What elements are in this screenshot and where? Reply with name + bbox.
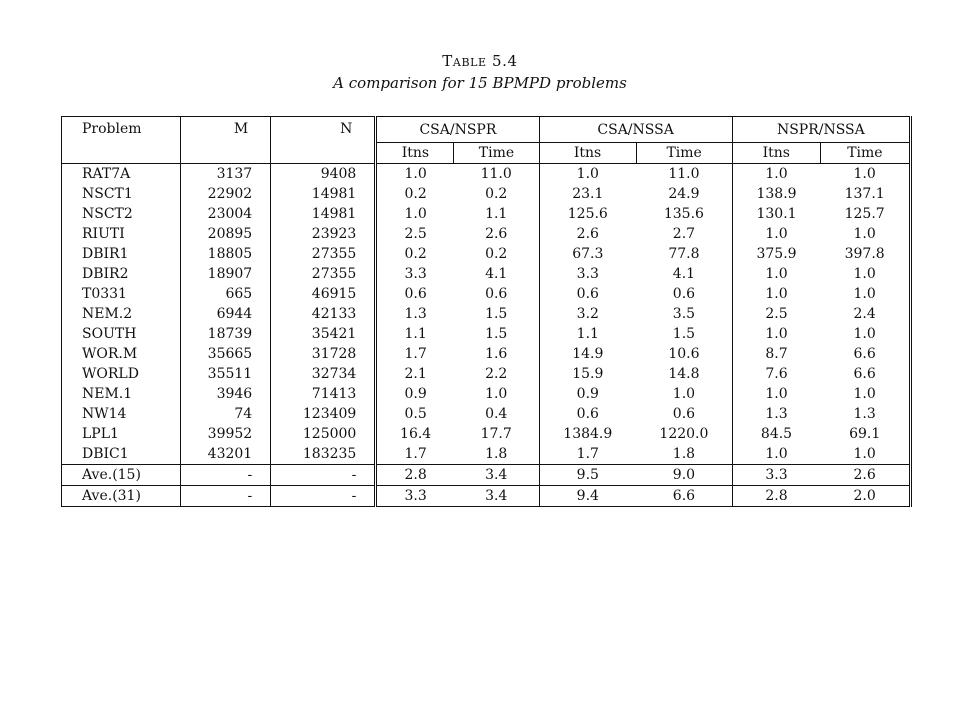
value-cell: 2.0 [820,486,910,507]
value-cell: 0.2 [485,186,508,202]
value-cell: 18805 [181,244,271,264]
value-cell: - [271,465,376,486]
table-row [62,264,911,284]
value-cell: 0.2 [376,184,454,204]
value-cell: 3.3 [732,465,820,486]
value-cell: 1220.0 [659,426,709,442]
value-cell: 1.0 [853,286,876,302]
value-cell: 67.3 [539,244,636,264]
value-cell: 1.0 [732,444,820,465]
header-group-csa-nssa: CSA/NSSA [539,117,732,143]
value-cell: 0.4 [485,406,508,422]
value-cell: 1.0 [820,164,910,185]
value-cell: 1.0 [732,324,820,344]
value-cell: 3.3 [376,264,454,284]
value-cell: 35665 [181,344,271,364]
value-cell: 9.5 [539,465,636,486]
value-cell: 23923 [271,224,376,244]
value-cell: 77.8 [668,246,700,262]
value-cell: 1.5 [485,306,508,322]
table-row [62,444,911,465]
value-cell: 15.9 [539,364,636,384]
value-cell: 9.0 [636,465,732,486]
problem-name-cell: T0331 [62,284,181,304]
value-cell: 1.0 [732,264,820,284]
problem-name-cell: RIUTI [62,224,181,244]
value-cell: 1.1 [485,206,508,222]
problem-name-cell: NW14 [62,404,181,424]
value-cell: 0.6 [672,406,696,422]
value-cell: 11.0 [636,164,732,185]
value-cell: 18739 [181,324,271,344]
value-cell: 1.0 [853,326,876,342]
value-cell: 9.4 [539,486,636,507]
value-cell: 0.6 [672,286,696,302]
value-cell: 22902 [181,184,271,204]
table-row [62,204,911,224]
value-cell: 2.5 [376,224,454,244]
value-cell: 1.0 [853,386,876,402]
header-problem: Problem [62,117,181,164]
value-cell: 1.0 [732,224,820,244]
problem-name-cell: DBIC1 [62,444,181,465]
value-cell: 16.4 [376,424,454,444]
value-cell: 1.6 [485,346,508,362]
value-cell: 1384.9 [539,424,636,444]
value-cell: 2.8 [732,486,820,507]
value-cell: 1.8 [485,446,508,462]
value-cell: 43201 [181,444,271,465]
problem-name-cell: DBIR2 [62,264,181,284]
value-cell: 4.1 [672,266,696,282]
header-m: M [181,117,271,164]
table-row [62,284,911,304]
value-cell: 2.6 [820,465,910,486]
subheader-itns: Itns [376,143,454,164]
value-cell: 74 [181,404,271,424]
problem-name-cell: NEM.2 [62,304,181,324]
value-cell: 27355 [271,264,376,284]
value-cell: 1.0 [732,384,820,404]
value-cell: 3946 [181,384,271,404]
subheader-time: Time [636,143,732,164]
value-cell: 1.0 [853,266,876,282]
comparison-table [61,116,912,507]
value-cell: 1.5 [485,326,508,342]
value-cell: 18907 [181,264,271,284]
value-cell: 9408 [271,164,376,185]
problem-name-cell: WOR.M [62,344,181,364]
table-row [62,164,911,185]
value-cell: 1.3 [376,304,454,324]
value-cell: 125.7 [844,206,885,222]
value-cell: 24.9 [668,186,700,202]
table-caption-title: A comparison for 15 BPMPD problems [333,74,627,92]
subheader-time: Time [454,143,539,164]
problem-name-cell: Ave.(15) [62,465,181,486]
value-cell: 1.0 [672,386,696,402]
value-cell: 2.4 [853,306,876,322]
value-cell: 1.0 [732,284,820,304]
table-row [62,244,911,264]
table-row [62,384,911,404]
value-cell: 3.2 [539,304,636,324]
value-cell: 31728 [271,344,376,364]
value-cell: 32734 [271,364,376,384]
value-cell: - [271,486,376,507]
value-cell: 0.5 [376,404,454,424]
problem-name-cell: NSCT2 [62,204,181,224]
value-cell: 135.6 [663,206,704,222]
value-cell: 27355 [271,244,376,264]
value-cell: 46915 [271,284,376,304]
value-cell: 14981 [271,184,376,204]
value-cell: 6.6 [853,366,876,382]
value-cell: 1.8 [672,446,696,462]
table-row [62,224,911,244]
value-cell: 2.2 [485,366,508,382]
value-cell: 0.6 [485,286,508,302]
table-row [62,364,911,384]
value-cell: 0.2 [376,244,454,264]
value-cell: 6.6 [853,346,876,362]
value-cell: 125.6 [539,204,636,224]
value-cell: 71413 [271,384,376,404]
value-cell: 1.1 [539,324,636,344]
problem-name-cell: NSCT1 [62,184,181,204]
value-cell: 1.7 [539,444,636,465]
value-cell: 1.0 [853,226,876,242]
value-cell: 1.0 [376,164,454,185]
average-row [62,486,911,507]
value-cell: 137.1 [844,186,885,202]
value-cell: 1.0 [732,164,820,185]
table-row [62,304,911,324]
value-cell: 6944 [181,304,271,324]
value-cell: 2.8 [376,465,454,486]
value-cell: 0.9 [539,384,636,404]
subheader-time: Time [820,143,910,164]
value-cell: 3137 [181,164,271,185]
value-cell: - [181,465,271,486]
value-cell: 1.3 [732,404,820,424]
value-cell: 3.5 [672,306,696,322]
problem-name-cell: Ave.(31) [62,486,181,507]
value-cell: 14.9 [539,344,636,364]
value-cell: 8.7 [732,344,820,364]
value-cell: 14981 [271,204,376,224]
value-cell: 35421 [271,324,376,344]
value-cell: 0.9 [376,384,454,404]
header-group-nspr-nssa: NSPR/NSSA [732,117,910,143]
value-cell: 69.1 [849,426,881,442]
problem-name-cell: SOUTH [62,324,181,344]
value-cell: 1.7 [376,344,454,364]
value-cell: 84.5 [732,424,820,444]
value-cell: 10.6 [668,346,700,362]
value-cell: 23004 [181,204,271,224]
value-cell: 1.5 [672,326,696,342]
table-row [62,404,911,424]
subheader-itns: Itns [732,143,820,164]
value-cell: 14.8 [668,366,700,382]
value-cell: 125000 [271,424,376,444]
value-cell: 375.9 [732,244,820,264]
value-cell: 665 [181,284,271,304]
value-cell: 397.8 [844,246,885,262]
value-cell: 23.1 [539,184,636,204]
value-cell: 1.0 [853,446,876,462]
problem-name-cell: DBIR1 [62,244,181,264]
header-n: N [271,117,376,164]
value-cell: 20895 [181,224,271,244]
value-cell: 1.7 [376,444,454,465]
value-cell: - [181,486,271,507]
subheader-itns: Itns [539,143,636,164]
value-cell: 2.5 [732,304,820,324]
table-row [62,324,911,344]
header-group-csa-nspr: CSA/NSPR [376,117,539,143]
table-body [62,164,911,465]
value-cell: 2.6 [485,226,508,242]
value-cell: 2.1 [376,364,454,384]
table-row [62,184,911,204]
value-cell: 1.1 [376,324,454,344]
value-cell: 1.0 [485,386,508,402]
value-cell: 11.0 [454,164,539,185]
value-cell: 3.3 [376,486,454,507]
value-cell: 2.6 [539,224,636,244]
value-cell: 1.0 [376,204,454,224]
problem-name-cell: RAT7A [62,164,181,185]
problem-name-cell: LPL1 [62,424,181,444]
value-cell: 130.1 [732,204,820,224]
value-cell: 35511 [181,364,271,384]
average-row [62,465,911,486]
problem-name-cell: WORLD [62,364,181,384]
table-caption-label: Table 5.4 [442,52,518,70]
table-row [62,344,911,364]
value-cell: 0.2 [485,246,508,262]
value-cell: 1.3 [853,406,876,422]
value-cell: 39952 [181,424,271,444]
problem-name-cell: NEM.1 [62,384,181,404]
value-cell: 3.4 [454,465,539,486]
value-cell: 1.0 [539,164,636,185]
value-cell: 7.6 [732,364,820,384]
value-cell: 0.6 [376,284,454,304]
value-cell: 3.4 [454,486,539,507]
value-cell: 3.3 [539,264,636,284]
value-cell: 2.7 [672,226,696,242]
value-cell: 0.6 [539,284,636,304]
table-row [62,424,911,444]
value-cell: 42133 [271,304,376,324]
value-cell: 183235 [271,444,376,465]
value-cell: 6.6 [636,486,732,507]
header-row [62,117,911,143]
value-cell: 4.1 [485,266,508,282]
table-averages [62,465,911,507]
value-cell: 123409 [271,404,376,424]
value-cell: 17.7 [480,426,512,442]
value-cell: 138.9 [732,184,820,204]
value-cell: 0.6 [539,404,636,424]
